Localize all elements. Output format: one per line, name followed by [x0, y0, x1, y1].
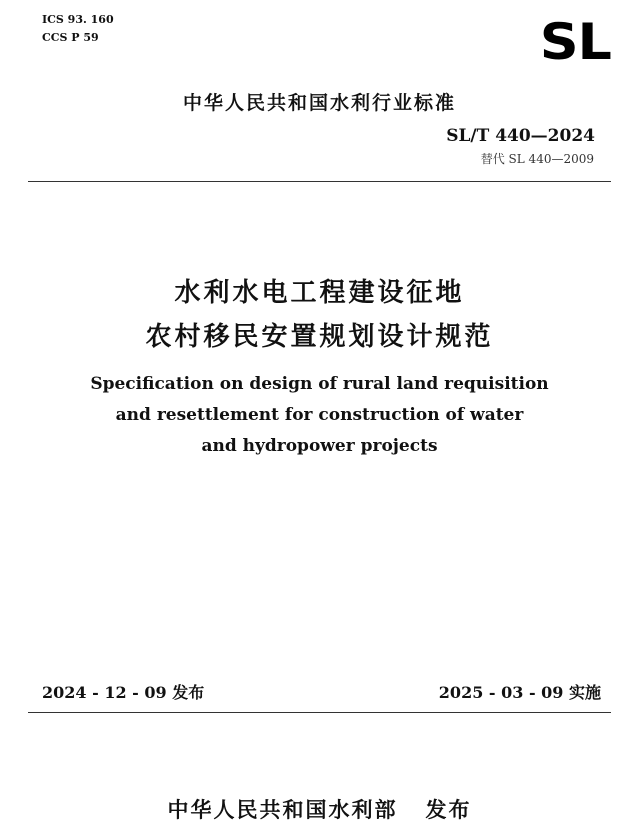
- classification-codes: [42, 11, 114, 47]
- implement-date: 2025 - 03 - 09 实施: [438, 683, 601, 702]
- standard-type: 中华人民共和国水利行业标准: [182, 92, 456, 114]
- title-en-line1: Specification on design of rural land requisition: [90, 374, 549, 394]
- title-cn-line2: 农村移民安置规划设计规范: [145, 322, 494, 352]
- issue-date: 2024 - 12 - 09 发布: [42, 683, 205, 702]
- ccs-code: CCS P 59: [42, 31, 99, 44]
- sl-logo: SL: [539, 13, 611, 71]
- ics-code: ICS 93. 160: [42, 13, 114, 26]
- title-en-line3: and hydropower projects: [201, 436, 438, 456]
- publisher: 中华人民共和国水利部 发布: [167, 798, 472, 822]
- replaces-note: 替代 SL 440—2009: [480, 152, 594, 166]
- standard-number: SL/T 440—2024: [446, 126, 595, 146]
- title-en-line2: and resettlement for construction of water: [115, 405, 524, 425]
- title-cn-line1: 水利水电工程建设征地: [174, 278, 465, 308]
- bottom-divider: [28, 712, 611, 713]
- top-divider: [28, 181, 611, 182]
